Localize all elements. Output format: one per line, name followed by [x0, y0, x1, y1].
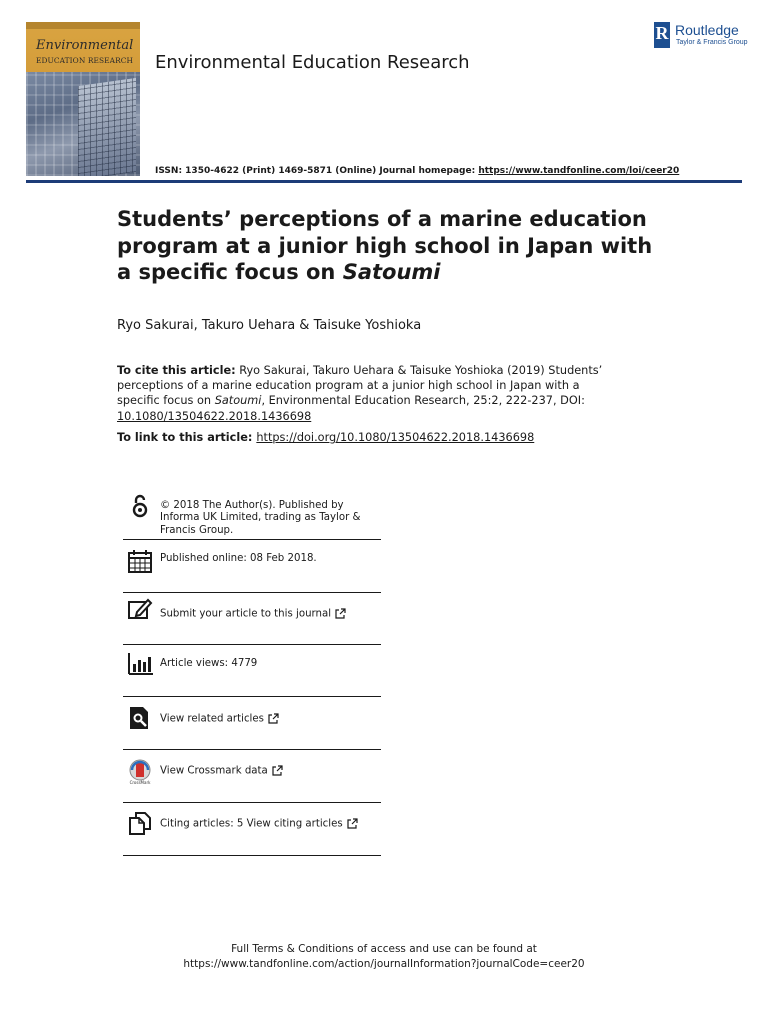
article-authors: Ryo Sakurai, Takuro Uehara & Taisuke Yoshioka: [117, 318, 422, 333]
submit-article-link[interactable]: [160, 608, 382, 621]
external-link-icon: [335, 608, 346, 619]
copyright-text: © 2018 The Author(s). Published by Informa UK Limited, trading as Taylor & Francis Group.: [160, 500, 361, 536]
header-divider: [26, 180, 742, 183]
citing-articles-icon: [127, 809, 153, 835]
cite-label: To cite this article:: [117, 364, 236, 377]
crossmark-link[interactable]: [160, 765, 382, 778]
external-link-icon: [272, 765, 283, 776]
footer-line-1: Full Terms & Conditions of access and use can be found at: [231, 943, 537, 955]
calendar-icon: [127, 548, 153, 574]
citing-articles-link[interactable]: [160, 818, 382, 831]
external-link-icon: [347, 818, 358, 829]
svg-text:CrossMark: CrossMark: [129, 780, 151, 785]
search-document-icon: [127, 705, 153, 731]
info-row-open-access: [123, 492, 381, 540]
cover-top-strip: [26, 22, 140, 29]
cover-title: Environmental: [36, 38, 134, 53]
article-doi-link[interactable]: https://doi.org/10.1080/13504622.2018.1436698: [256, 431, 535, 444]
cover-subtitle: EDUCATION RESEARCH: [36, 56, 134, 65]
crossmark-icon: [127, 759, 153, 785]
link-label: To link to this article:: [117, 431, 257, 444]
cite-text-part2: , Environmental Education Research, 25:2, 222-237, DOI:: [261, 394, 585, 408]
cover-building-graphic: [78, 78, 136, 176]
article-views-text: Article views: 4779: [160, 658, 258, 669]
footer-terms-url[interactable]: https://www.tandfonline.com/action/journalInformation?journalCode=ceer20: [183, 958, 585, 970]
issn-text: ISSN: 1350-4622 (Print) 1469-5871 (Online) Journal homepage:: [155, 166, 479, 176]
publisher-tagline: Taylor & Francis Group: [676, 39, 748, 46]
edit-icon: [127, 597, 153, 623]
journal-cover-image: [26, 22, 140, 176]
submit-article-label[interactable]: Submit your article to this journal: [160, 608, 332, 620]
info-row-submit[interactable]: [123, 593, 381, 645]
journal-homepage-link[interactable]: https://www.tandfonline.com/loi/ceer20: [478, 166, 680, 176]
info-row-citing[interactable]: [123, 803, 381, 856]
article-title-italic: Satoumi: [342, 260, 441, 284]
info-row-crossmark[interactable]: [123, 750, 381, 803]
article-title-main: Students’ perceptions of a marine education program at a junior high school in Japan with a specific focus on: [117, 207, 653, 284]
publisher-logo: [654, 22, 746, 52]
terms-footer: [0, 942, 768, 972]
citation-block: [117, 363, 617, 424]
related-articles-label[interactable]: View related articles: [160, 713, 264, 725]
info-row-views: [123, 645, 381, 697]
info-row-related[interactable]: [123, 697, 381, 750]
cover-photo: [26, 72, 140, 176]
issn-line: [155, 166, 679, 176]
cite-doi-link[interactable]: 10.1080/13504622.2018.1436698: [117, 409, 312, 423]
citing-articles-label[interactable]: Citing articles: 5 View citing articles: [160, 818, 343, 830]
routledge-logo-icon: R: [654, 22, 670, 48]
cite-text-italic: Satoumi: [214, 394, 262, 408]
cite-text-part1: Ryo Sakurai, Takuro Uehara & Taisuke Yoshioka (2019) Students’ perceptions of a marine education program at a junior high school in Japan with a specific focus on: [117, 364, 603, 408]
crossmark-label[interactable]: View Crossmark data: [160, 765, 268, 777]
published-online-text: Published online: 08 Feb 2018.: [160, 553, 317, 564]
link-to-article: [117, 431, 534, 444]
article-title: [117, 206, 657, 286]
publisher-name: Routledge: [675, 22, 739, 38]
bar-chart-icon: [127, 651, 153, 677]
related-articles-link[interactable]: [160, 713, 382, 726]
journal-name: Environmental Education Research: [155, 52, 470, 73]
info-row-published: [123, 540, 381, 593]
open-access-icon: [127, 494, 153, 520]
external-link-icon: [268, 713, 279, 724]
